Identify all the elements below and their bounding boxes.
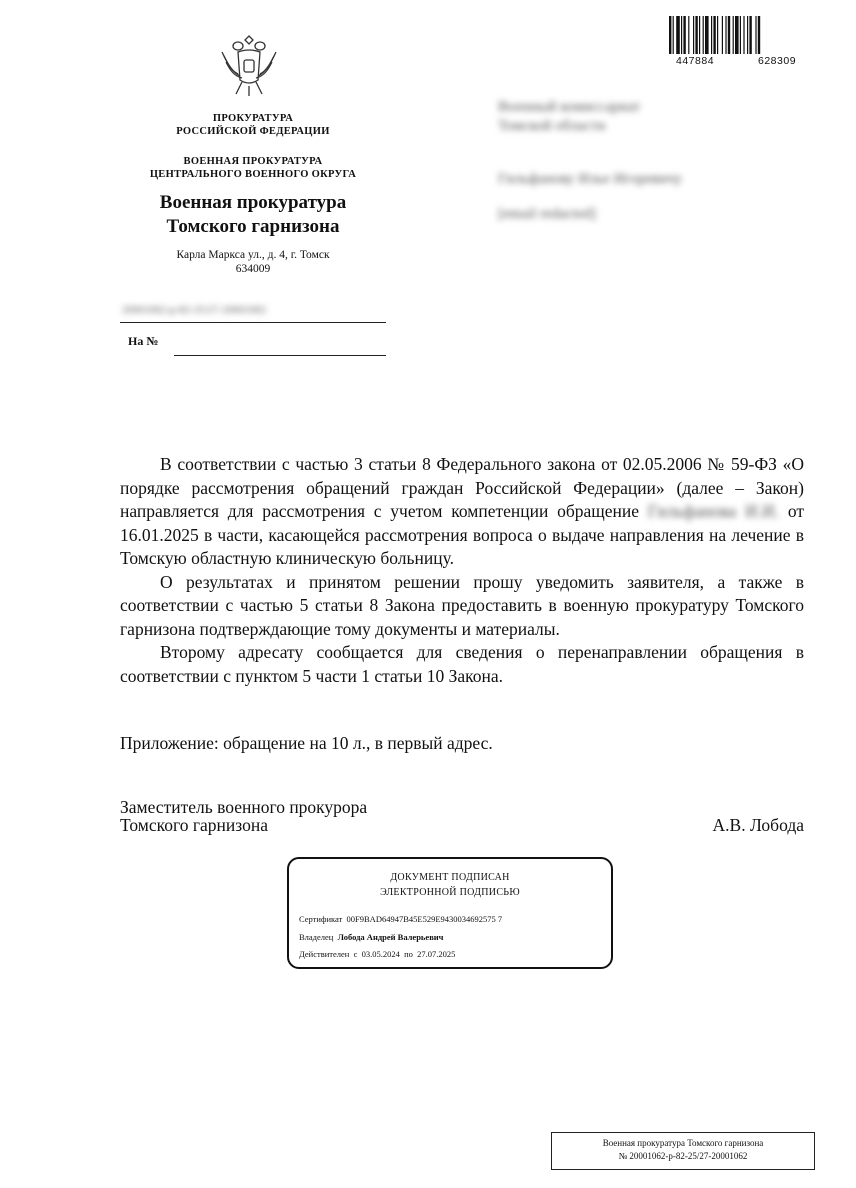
org-address-postcode: 634009	[235, 263, 271, 275]
applicant-name-redacted: Гильфанова И.И.	[647, 501, 780, 521]
barcode-number-left: 447884	[676, 55, 715, 67]
outgoing-ref-underline	[120, 322, 386, 323]
cert-value: 00F9BAD64947B45E529E9430034692575 7	[346, 914, 503, 924]
stamp-certificate-row	[299, 914, 502, 924]
stamp-owner-row	[299, 932, 443, 942]
registration-number-label: №	[618, 1151, 628, 1161]
paragraph-2: О результатах и принятом решении прошу уведомить заявителя, а также в соответствии с частью 5 статьи 8 Закона предоставить в военную прокуратуру Томского гарнизона подтверждающие тому документы и материалы.	[120, 571, 804, 639]
barcode-bar	[673, 16, 674, 54]
signatory-position-line-1: Заместитель военного прокурора	[120, 797, 368, 817]
barcode-bar	[669, 16, 671, 54]
valid-to-date: 27.07.2025	[417, 949, 456, 959]
recipient-line-2: Томской области	[498, 118, 606, 134]
barcode-number-right: 628309	[758, 55, 797, 67]
barcode-bar	[688, 16, 689, 54]
attachment-note: Приложение: обращение на 10 л., в первый адрес.	[120, 733, 493, 753]
barcode-bars	[669, 16, 819, 54]
org-name-line-1: ПРОКУРАТУРА	[212, 113, 294, 124]
registration-box	[551, 1132, 815, 1170]
reference-underline	[174, 355, 386, 356]
barcode-bar	[713, 16, 715, 54]
barcode-bar	[747, 16, 748, 54]
registration-number-row	[552, 1150, 814, 1163]
barcode	[669, 16, 819, 54]
barcode-bar	[728, 16, 730, 54]
stamp-title-line-2: ЭЛЕКТРОННОЙ ПОДПИСЬЮ	[380, 887, 520, 898]
barcode-bar	[693, 16, 694, 54]
signatory-position-line-2: Томского гарнизона	[120, 815, 268, 835]
org-name-line-3: ВОЕННАЯ ПРОКУРАТУРА	[183, 156, 323, 167]
barcode-bar	[681, 16, 682, 54]
barcode-bar	[743, 16, 744, 54]
barcode-bar	[755, 16, 756, 54]
registration-office: Военная прокуратура Томского гарнизона	[602, 1138, 764, 1148]
barcode-bar	[749, 16, 751, 54]
barcode-bar	[695, 16, 697, 54]
paragraph-1-start: В соответствии с частью 3 статьи 8 Федерального закона от 02.05.2006 № 59-ФЗ «О порядке рассмотрения обращений граждан Российской Федерации» (далее – Закон) направляется для рассмотрения с учетом компетенции обращение	[120, 454, 804, 521]
signatory-name: А.В. Лобода	[712, 815, 804, 835]
reference-label: На №	[128, 334, 159, 348]
registration-number: 20001062-р-82-25/27-20001062	[629, 1151, 748, 1161]
barcode-bar	[758, 16, 760, 54]
cert-label: Сертификат	[299, 914, 343, 924]
barcode-bar	[705, 16, 709, 54]
recipient-line-3: Гильфанову Илье Игоревичу	[498, 171, 683, 187]
valid-from-label: с	[353, 949, 358, 959]
barcode-bar	[699, 16, 700, 54]
owner-label: Владелец	[299, 932, 334, 942]
barcode-bar	[717, 16, 718, 54]
recipient-email: [email redacted]	[498, 206, 596, 222]
owner-value: Лобода Андрей Валерьевич	[337, 932, 444, 942]
outgoing-reference-number: 20001062-р-82-25/27-20001062	[122, 304, 267, 316]
barcode-bar	[740, 16, 741, 54]
barcode-bar	[735, 16, 739, 54]
electronic-signature-stamp	[287, 857, 613, 969]
barcode-bar	[676, 16, 680, 54]
barcode-bar	[725, 16, 726, 54]
paragraph-1	[120, 453, 804, 571]
barcode-bar	[711, 16, 712, 54]
stamp-validity-row	[299, 949, 455, 959]
valid-from-date: 03.05.2024	[361, 949, 400, 959]
paragraph-1-end: от 16.01.2025 в части, касающейся рассмотрения вопроса о выдаче направления на лечение в Томскую областную клиническую больницу.	[120, 501, 805, 568]
recipient-line-1: Военный комиссариат	[498, 99, 641, 115]
barcode-bar	[722, 16, 723, 54]
double-headed-eagle-emblem-icon	[216, 30, 282, 102]
stamp-title-line-1: ДОКУМЕНТ ПОДПИСАН	[390, 872, 510, 883]
letter-body	[120, 453, 804, 688]
org-title-line-1: Военная прокуратура	[159, 192, 347, 213]
org-name-line-4: ЦЕНТРАЛЬНОГО ВОЕННОГО ОКРУГА	[149, 169, 357, 180]
paragraph-3: Второму адресату сообщается для сведения о перенаправлении обращения в соответствии с пунктом 5 части 1 статьи 10 Закона.	[120, 642, 804, 686]
barcode-bar	[683, 16, 685, 54]
org-name-line-2: РОССИЙСКОЙ ФЕДЕРАЦИИ	[176, 126, 330, 137]
org-title-line-2: Томского гарнизона	[166, 216, 340, 237]
valid-to-label: по	[404, 949, 413, 959]
barcode-bar	[733, 16, 734, 54]
barcode-bar	[703, 16, 704, 54]
org-address-line-1: Карла Маркса ул., д. 4, г. Томск	[176, 249, 330, 261]
valid-label: Действителен	[299, 949, 350, 959]
